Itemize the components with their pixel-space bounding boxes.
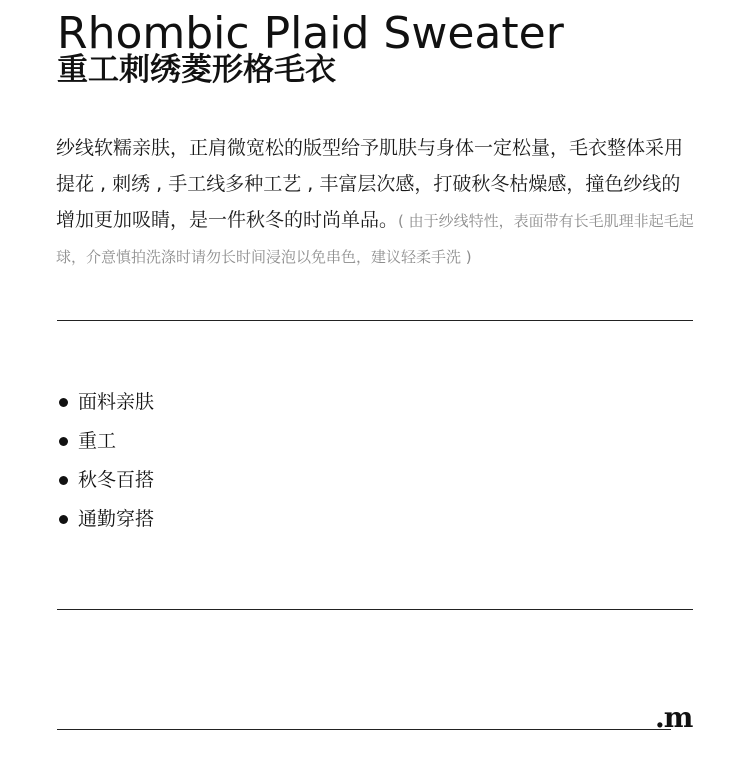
bullet-dot-icon <box>59 476 68 485</box>
feature-item <box>57 383 154 422</box>
feature-item <box>57 500 154 539</box>
bullet-dot-icon <box>59 437 68 446</box>
product-title-chinese: 重工刺绣菱形格毛衣 <box>57 52 336 88</box>
feature-label: 面料亲肤 <box>78 391 155 413</box>
product-title-english: Rhombic Plaid Sweater <box>57 8 564 59</box>
description-main-text: 纱线软糯亲肤，正肩微宽松的版型给予肌肤与身体一定松量，毛衣整体采用提花 , 刺绣 , 手工线多种工艺 , 丰富层次感，打破秋冬枯燥感，撞色纱线的增加更加吸睛，是一件秋冬的时尚单品。 <box>56 137 684 231</box>
feature-list <box>57 383 154 539</box>
divider-bottom <box>57 729 671 730</box>
feature-label: 通勤穿搭 <box>78 508 155 530</box>
brand-logo: .m <box>655 701 693 734</box>
bullet-dot-icon <box>59 515 68 524</box>
feature-label: 重工 <box>78 430 117 452</box>
description-care-note: ( 由于纱线特性，表面带有长毛肌理非起毛起球，介意慎拍洗涤时请勿长时间浸泡以免串色，建议轻柔手洗 ) <box>56 212 694 266</box>
divider-top <box>57 320 693 321</box>
product-description <box>56 130 698 274</box>
divider-middle <box>57 609 693 610</box>
feature-item <box>57 422 154 461</box>
feature-label: 秋冬百搭 <box>78 469 155 491</box>
feature-item <box>57 461 154 500</box>
bullet-dot-icon <box>59 398 68 407</box>
